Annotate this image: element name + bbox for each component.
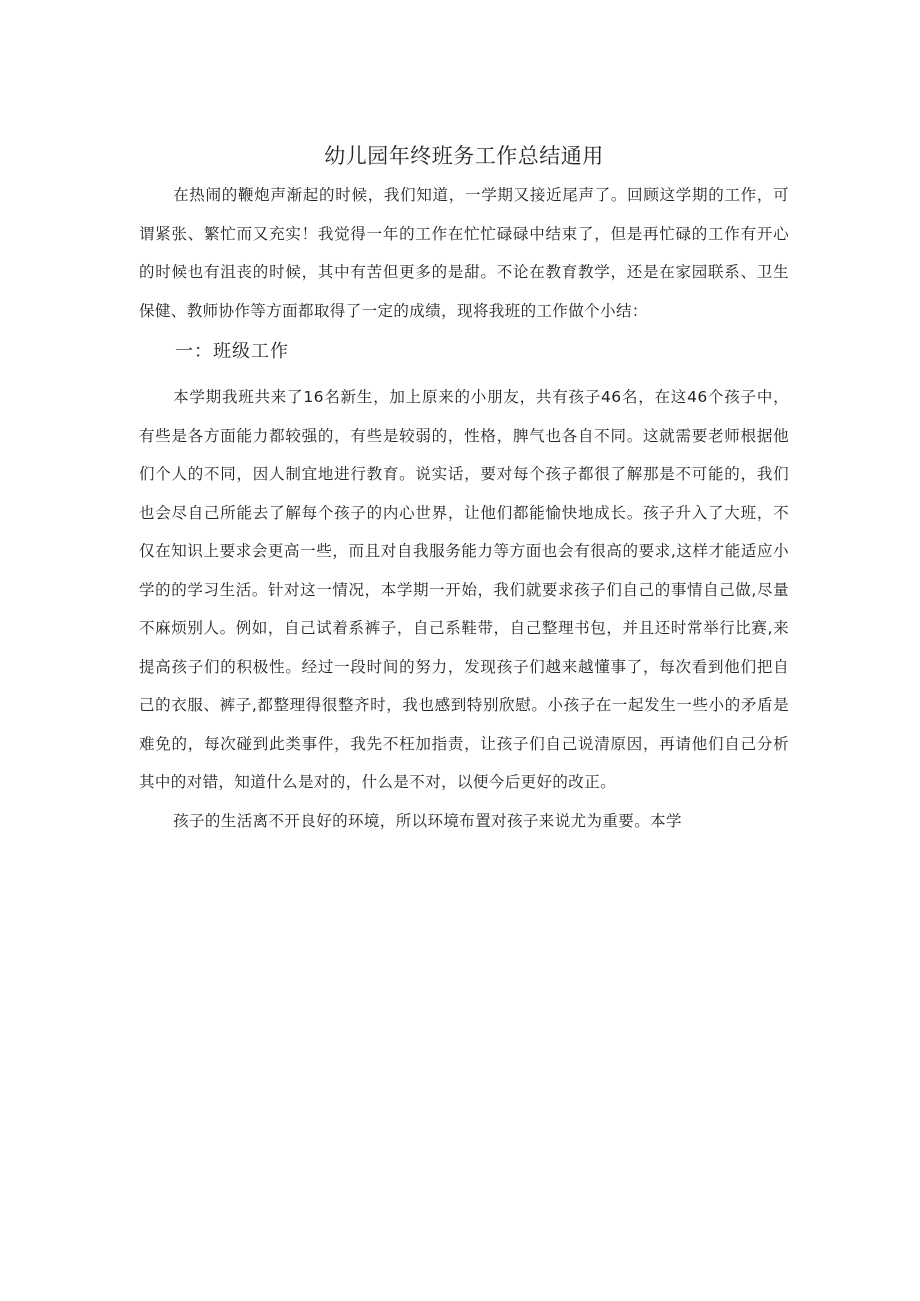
section-heading-class-work: 一：班级工作 xyxy=(175,341,289,362)
class-work-paragraph: 本学期我班共来了16名新生，加上原来的小朋友，共有孩子46名，在这46个孩子中，有些是各方面能力都较强的，有些是较弱的，性格，脾气也各自不同。这就需要老师根据他们个人的不同，因人制宜地进行教育。说实话，要对每个孩子都很了解那是不可能的，我们也会尽自己所能去了解每个孩子的内心世界，让他们都能愉快地成长。孩子升入了大班，不仅在知识上要求会更高一些，而且对自我服务能力等方面也会有很高的要求,这样才能适应小学的的学习生活。针对这一情况，本学期一开始，我们就要求孩子们自己的事情自己做,尽量不麻烦别人。例如，自己试着系裤子，自己系鞋带，自己整理书包，并且还时常举行比赛,来提高孩子们的积极性。经过一段时间的努力，发现孩子们越来越懂事了，每次看到他们把自己的衣服、裤子,都整理得很整齐时，我也感到特别欣慰。小孩子在一起发生一些小的矛盾是难免的，每次碰到此类事件，我先不枉加指责，让孩子们自己说清原因，再请他们自己分析其中的对错，知道什么是对的，什么是不对，以便今后更好的改正。 xyxy=(139,388,789,791)
environment-paragraph: 孩子的生活离不开良好的环境，所以环境布置对孩子来说尤为重要。本学 xyxy=(173,811,682,830)
document-title: 幼儿园年终班务工作总结通用 xyxy=(324,144,604,168)
document-body xyxy=(139,140,789,840)
intro-paragraph: 在热闹的鞭炮声渐起的时候，我们知道，一学期又接近尾声了。回顾这学期的工作，可谓紧张、繁忙而又充实！我觉得一年的工作在忙忙碌碌中结束了，但是再忙碌的工作有开心的时候也有沮丧的时候，其中有苦但更多的是甜。不论在教育教学，还是在家园联系、卫生保健、教师协作等方面都取得了一定的成绩，现将我班的工作做个小结： xyxy=(139,186,789,320)
